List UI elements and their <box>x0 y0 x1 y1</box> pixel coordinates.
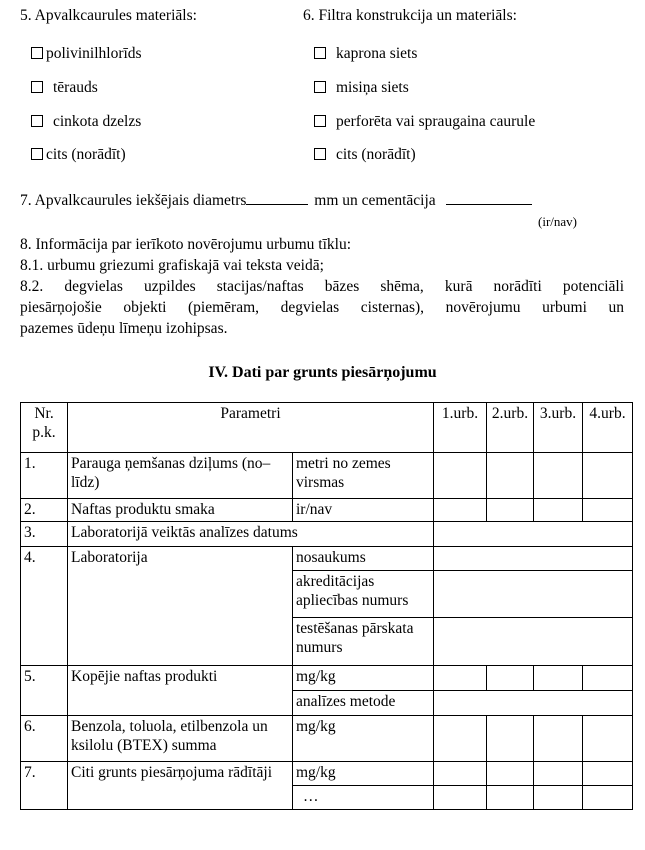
section-8-item-2-line-1: 8.2. degvielas uzpildes stacijas/naftas bāzes shēma, kurā norādīti potenciāli <box>20 278 624 295</box>
row-nr: 6. <box>21 716 68 762</box>
row-unit: mg/kg <box>293 762 434 786</box>
row-unit: mg/kg <box>293 716 434 762</box>
value-cell[interactable] <box>487 762 534 786</box>
header-parametri: Parametri <box>68 403 434 453</box>
value-cell[interactable] <box>487 499 534 522</box>
value-cell[interactable] <box>583 453 633 499</box>
table-row <box>21 499 633 522</box>
row-nr: 2. <box>21 499 68 522</box>
value-cell[interactable] <box>583 666 633 691</box>
table-row <box>21 547 633 571</box>
option-cits-6[interactable] <box>314 146 416 164</box>
value-cell[interactable] <box>434 786 487 810</box>
row-nr: 7. <box>21 762 68 810</box>
row-name: Benzola, toluola, etilbenzola un ksilolu (BTEX) summa <box>68 716 293 762</box>
value-cell[interactable] <box>434 453 487 499</box>
table-row <box>21 522 633 547</box>
value-cell[interactable] <box>487 716 534 762</box>
checkbox[interactable] <box>31 115 43 127</box>
option-cits-5[interactable] <box>31 146 126 164</box>
table-row <box>21 666 633 691</box>
header-urb-4: 4.urb. <box>583 403 633 453</box>
row-nr: 4. <box>21 547 68 666</box>
value-cell[interactable] <box>434 762 487 786</box>
option-label: tērauds <box>53 79 98 96</box>
option-misina-siets[interactable] <box>314 79 409 97</box>
value-cell[interactable] <box>534 453 583 499</box>
value-cell[interactable] <box>434 716 487 762</box>
value-cell[interactable] <box>487 453 534 499</box>
value-cell[interactable] <box>583 499 633 522</box>
row-name: Laboratorija <box>68 547 293 666</box>
option-label: cinkota dzelzs <box>53 113 142 130</box>
table-row <box>21 453 633 499</box>
header-urb-1: 1.urb. <box>434 403 487 453</box>
option-terauds[interactable] <box>31 79 98 97</box>
checkbox[interactable] <box>314 115 326 127</box>
value-cell[interactable] <box>434 499 487 522</box>
value-cell[interactable] <box>583 762 633 786</box>
option-label: perforēta vai spraugaina caurule <box>336 113 536 130</box>
row-name: Parauga ņemšanas dziļums (no–līdz) <box>68 453 293 499</box>
header-nr-line2: p.k. <box>32 424 56 441</box>
value-cell[interactable] <box>534 499 583 522</box>
header-urb-3: 3.urb. <box>534 403 583 453</box>
section-7-line <box>20 190 532 210</box>
row-name: Kopējie naftas produkti <box>68 666 293 716</box>
option-polivinilhlorids[interactable] <box>31 45 142 63</box>
option-label: cits (norādīt) <box>336 146 416 163</box>
value-cell[interactable] <box>534 762 583 786</box>
option-label: cits (norādīt) <box>46 146 126 163</box>
header-nr-line1: Nr. <box>34 405 54 422</box>
value-cell[interactable] <box>434 691 633 716</box>
section-7-text-a: 7. Apvalkcaurules iekšējais diametrs <box>20 192 247 209</box>
option-perforeta-caurule[interactable] <box>314 113 535 131</box>
section-7-hint: (ir/nav) <box>538 214 577 229</box>
row-unit: metri no zemes virsmas <box>293 453 434 499</box>
row-unit: mg/kg <box>293 666 434 691</box>
row-sub: … <box>293 786 434 810</box>
value-cell[interactable] <box>534 666 583 691</box>
row-unit: ir/nav <box>293 499 434 522</box>
option-label: kaprona siets <box>336 45 418 62</box>
row-sub: akreditācijas apliecības numurs <box>293 571 434 618</box>
checkbox[interactable] <box>314 47 326 59</box>
section-8-title: 8. Informācija par ierīkoto novērojumu urbumu tīklu: <box>20 236 352 253</box>
value-cell[interactable] <box>583 786 633 810</box>
option-label: misiņa siets <box>336 79 409 96</box>
row-nr: 1. <box>21 453 68 499</box>
row-nr: 3. <box>21 522 68 547</box>
value-cell[interactable] <box>487 786 534 810</box>
value-cell[interactable] <box>434 666 487 691</box>
checkbox[interactable] <box>31 47 43 59</box>
diameter-blank[interactable] <box>246 190 308 205</box>
value-cell[interactable] <box>534 716 583 762</box>
checkbox[interactable] <box>31 81 43 93</box>
row-sub: analīzes metode <box>293 691 434 716</box>
header-nr <box>21 403 68 453</box>
value-cell[interactable] <box>583 716 633 762</box>
option-cinkota-dzelzs[interactable] <box>31 113 141 131</box>
header-urb-2: 2.urb. <box>487 403 534 453</box>
row-name: Laboratorijā veiktās analīzes datums <box>68 522 434 547</box>
cementation-blank[interactable] <box>446 190 532 205</box>
section-8-item-1: 8.1. urbumu griezumi grafiskajā vai teksta veidā; <box>20 257 324 274</box>
value-cell[interactable] <box>534 786 583 810</box>
row-name: Naftas produktu smaka <box>68 499 293 522</box>
row-name: Citi grunts piesārņojuma rādītāji <box>68 762 293 810</box>
value-cell[interactable] <box>434 618 633 666</box>
value-cell[interactable] <box>434 522 633 547</box>
section-8-item-2-line-3: pazemes ūdeņu līmeņu izohipsas. <box>20 320 228 337</box>
section-5-title: 5. Apvalkcaurules materiāls: <box>20 7 197 24</box>
value-cell[interactable] <box>434 571 633 618</box>
soil-pollution-table <box>20 402 633 810</box>
checkbox[interactable] <box>314 148 326 160</box>
row-sub: nosaukums <box>293 547 434 571</box>
option-kaprona-siets[interactable] <box>314 45 417 63</box>
section-iv-title: IV. Dati par grunts piesārņojumu <box>208 364 437 381</box>
section-8-item-2-line-2: piesārņojošie objekti (piemēram, degvielas cisternas), novērojumu urbumi un <box>20 299 624 316</box>
row-nr: 5. <box>21 666 68 716</box>
value-cell[interactable] <box>434 547 633 571</box>
section-6-title: 6. Filtra konstrukcija un materiāls: <box>303 7 517 24</box>
checkbox[interactable] <box>31 148 43 160</box>
table-row <box>21 762 633 786</box>
table-row <box>21 716 633 762</box>
table-header-row <box>21 403 633 453</box>
option-label: polivinilhlorīds <box>46 45 142 62</box>
value-cell[interactable] <box>487 666 534 691</box>
checkbox[interactable] <box>314 81 326 93</box>
row-sub: testēšanas pārskata numurs <box>293 618 434 666</box>
section-7-text-b: mm un cementācija <box>314 192 436 209</box>
